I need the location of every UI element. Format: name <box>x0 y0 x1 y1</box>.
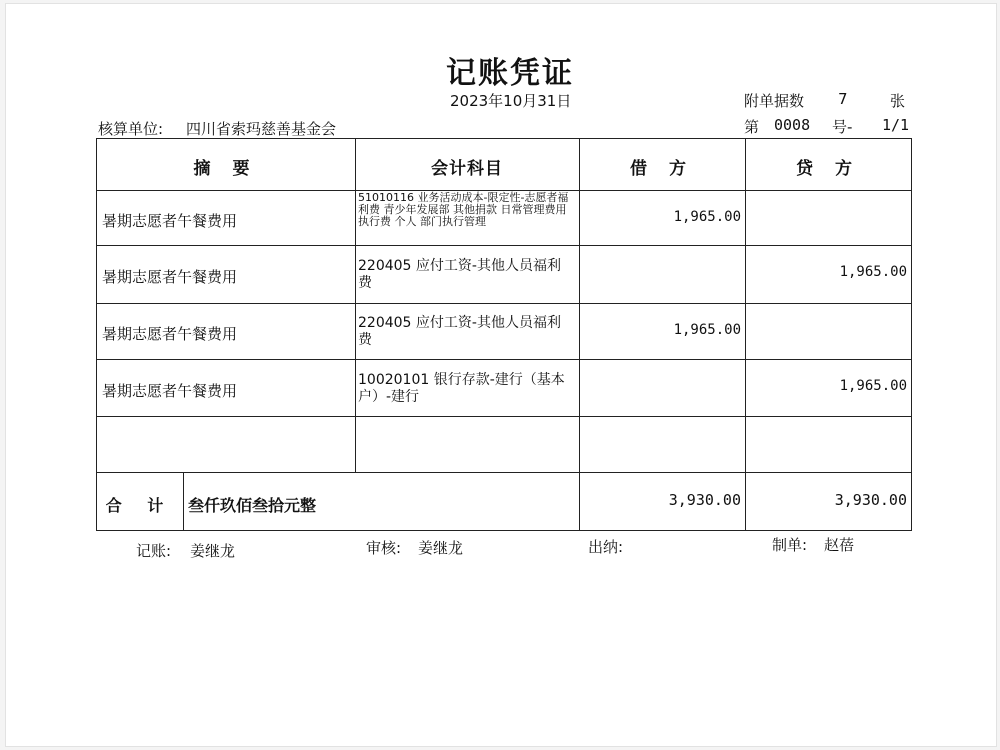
row-4-summary: 暑期志愿者午餐费用 <box>102 382 238 400</box>
reviewer-name: 姜继龙 <box>418 539 464 557</box>
preparer-name: 赵蓓 <box>824 536 855 554</box>
voucher-title: 记账凭证 <box>446 56 574 91</box>
voucher-no: 0008 <box>774 116 811 134</box>
row-4-account: 10020101 银行存款-建行（基本户）-建行 <box>358 372 565 405</box>
voucher-sheet <box>6 4 996 746</box>
unit-name: 四川省索玛慈善基金会 <box>186 120 337 138</box>
header-account: 会计科目 <box>431 159 503 179</box>
row-1-account: 51010116 业务活动成本-限定性-志愿者福利费 青少年发展部 其他捐款 日常管理费用 执行费 个人 部门执行管理 <box>358 191 569 228</box>
attachment-unit: 张 <box>890 92 906 110</box>
header-summary: 摘 要 <box>193 159 258 179</box>
row-3-account: 220405 应付工资-其他人员福利费 <box>358 315 561 348</box>
row-3-summary: 暑期志愿者午餐费用 <box>102 325 238 343</box>
total-debit: 3,930.00 <box>668 491 741 509</box>
voucher-date: 2023年10月31日 <box>450 92 572 110</box>
bookkeeper-label: 记账: <box>136 542 172 560</box>
header-debit: 借 方 <box>630 159 694 179</box>
row-2-account: 220405 应付工资-其他人员福利费 <box>358 258 561 291</box>
bookkeeper-name: 姜继龙 <box>190 542 236 560</box>
reviewer-label: 审核: <box>366 539 402 557</box>
row-1-debit: 1,965.00 <box>673 209 741 225</box>
row-3-debit: 1,965.00 <box>673 322 741 338</box>
row-1-summary: 暑期志愿者午餐费用 <box>102 212 238 230</box>
attachment-label: 附单据数 <box>744 92 805 110</box>
row-2-credit: 1,965.00 <box>839 264 907 280</box>
voucher-page: 1/1 <box>882 116 910 134</box>
cashier-label: 出纳: <box>588 538 624 556</box>
voucher-no-suffix: 号- <box>832 118 853 136</box>
row-2-summary: 暑期志愿者午餐费用 <box>102 268 238 286</box>
attachment-count: 7 <box>838 90 848 108</box>
voucher-no-label: 第 <box>744 118 760 136</box>
row-4-credit: 1,965.00 <box>839 378 907 394</box>
total-amount-words: 叁仟玖佰叁拾元整 <box>188 496 317 515</box>
total-credit: 3,930.00 <box>834 491 907 509</box>
header-credit: 贷 方 <box>796 159 860 179</box>
unit-label: 核算单位: <box>98 120 164 138</box>
total-label: 合 计 <box>105 496 174 515</box>
preparer-label: 制单: <box>772 536 808 554</box>
